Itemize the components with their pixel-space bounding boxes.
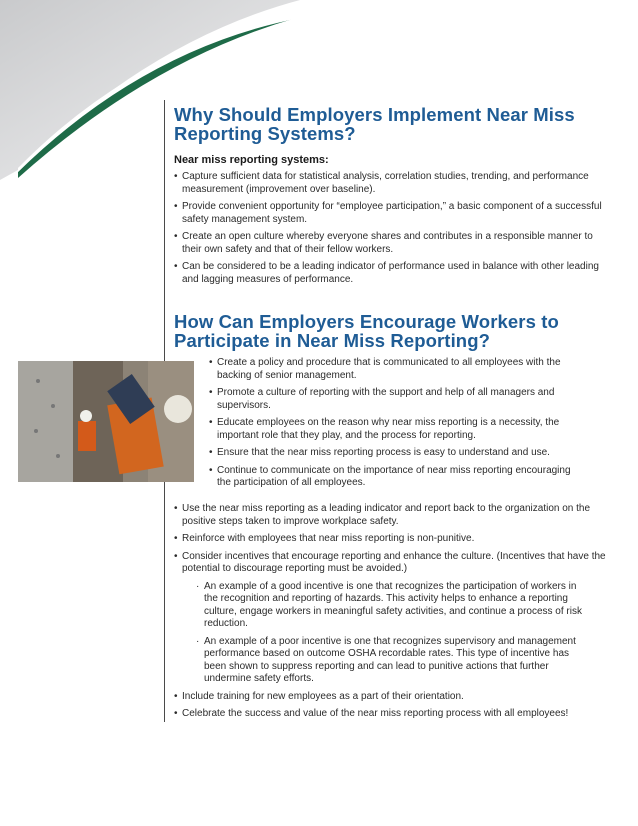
section1-subtitle: Near miss reporting systems: bbox=[174, 154, 329, 166]
list-item: • Educate employees on the reason why near miss reporting is a necessity, the important role that they play, and the process for reporting. bbox=[209, 417, 560, 441]
list-item: • Create an open culture whereby everyone shares and contributes in a responsible manner to their own safety and that of their fellow workers. bbox=[174, 231, 593, 255]
photo-side-list bbox=[209, 357, 584, 495]
section-how bbox=[174, 312, 614, 350]
workers-photo bbox=[18, 361, 194, 482]
list-item: • Celebrate the success and value of the near miss reporting process with all employees! bbox=[174, 708, 569, 719]
section-why bbox=[174, 105, 614, 291]
section1-list bbox=[174, 171, 614, 286]
section1-title: Why Should Employers Implement Near Miss Reporting Systems? bbox=[174, 104, 575, 144]
incentive-examples bbox=[196, 581, 591, 686]
list-item: • Create a policy and procedure that is communicated to all employees with the backing of senior management. bbox=[209, 357, 561, 381]
list-item: • Reinforce with employees that near miss reporting is non-punitive. bbox=[174, 533, 475, 544]
list-item: • Use the near miss reporting as a leading indicator and report back to the organization on the positive steps taken to improve workplace safety. bbox=[174, 503, 591, 527]
section2-list bbox=[174, 503, 614, 726]
list-item: • Can be considered to be a leading indicator of performance used in balance with other leading and lagging measures of performance. bbox=[174, 261, 599, 285]
list-item: • Include training for new employees as a part of their orientation. bbox=[174, 690, 464, 702]
list-item: • Ensure that the near miss reporting process is easy to understand and use. bbox=[209, 447, 550, 458]
list-item: • Continue to communicate on the importance of near miss reporting encouraging the participation of all employees. bbox=[209, 464, 571, 488]
list-item: • Capture sufficient data for statistical analysis, correlation studies, trending, and performance measurement (improvement over baseline). bbox=[174, 171, 589, 195]
list-item: · An example of a good incentive is one that recognizes the participation of workers in the recognition and reporting of hazards. This activity helps to enhance a reporting culture, engage workers in meaningful safety activities, and continue a process of risk reduction. bbox=[196, 580, 582, 629]
list-item: • Consider incentives that encourage reporting and enhance the culture. (Incentives that have the potential to discourage reporting must be avoided.) bbox=[174, 550, 606, 574]
section2-title: How Can Employers Encourage Workers to Participate in Near Miss Reporting? bbox=[174, 311, 559, 351]
list-item: · An example of a poor incentive is one that recognizes supervisory and management performance based on outcome OSHA recordable rates. This type of incentive has been shown to suppress reporting and can lead to punitive actions that further undermine safety efforts. bbox=[196, 635, 576, 684]
list-item: • Promote a culture of reporting with the support and help of all managers and supervisors. bbox=[209, 387, 555, 411]
list-item: • Provide convenient opportunity for “employee participation,” a basic component of a successful safety management system. bbox=[174, 201, 602, 225]
